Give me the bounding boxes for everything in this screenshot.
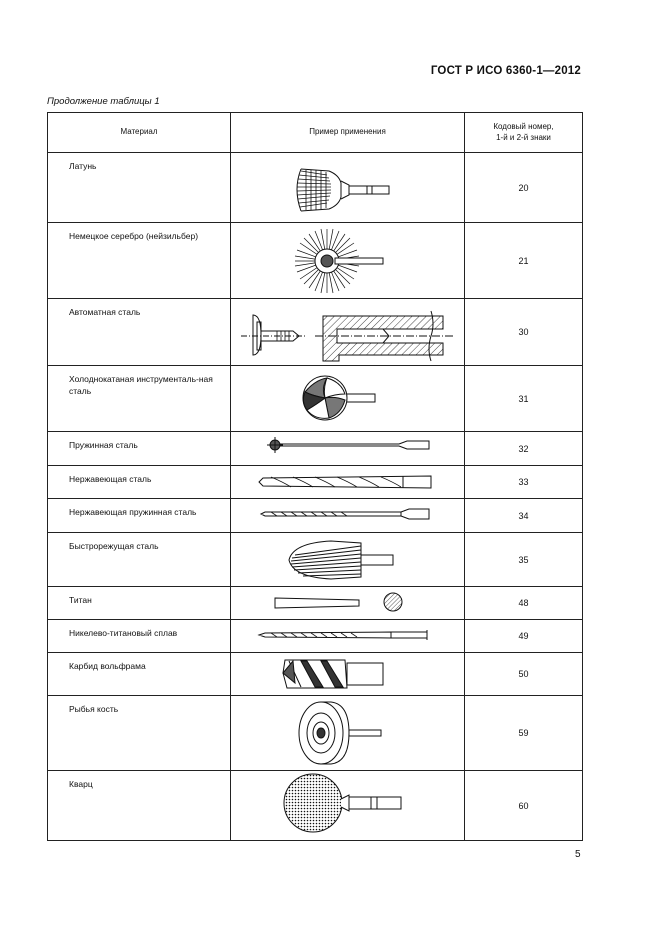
example-cell [231,299,465,366]
material-cell: Рыбья кость [48,696,231,771]
code-cell: 33 [465,466,583,499]
thin-drill-drawing [231,499,465,533]
material-cell: Автоматная сталь [48,299,231,366]
material-cell: Титан [48,587,231,620]
example-cell [231,771,465,841]
rose-bur-drawing [231,366,465,432]
material-cell: Быстрорежущая сталь [48,533,231,587]
example-cell [231,653,465,696]
table-row [48,432,583,466]
wheel-brush-drawing [231,223,465,299]
example-cell [231,223,465,299]
table-row [48,771,583,841]
materials-table [47,112,583,841]
example-cell [231,366,465,432]
screw-and-part-drawing [231,299,465,366]
code-cell: 60 [465,771,583,841]
example-cell [231,153,465,223]
header-code-line1: Кодовый номер, [493,121,554,131]
table-row [48,499,583,533]
material-cell: Карбид вольфрама [48,653,231,696]
material-cell: Нержавеющая сталь [48,466,231,499]
carbide-bur-drawing [231,653,465,696]
stainless-drill-drawing [231,466,465,499]
example-cell [231,620,465,653]
table-row [48,696,583,771]
material-cell: Кварц [48,771,231,841]
titanium-wire-drawing [231,587,465,620]
code-cell: 49 [465,620,583,653]
code-cell: 59 [465,696,583,771]
table-row [48,653,583,696]
example-cell [231,533,465,587]
table-row [48,366,583,432]
table-row [48,620,583,653]
material-cell: Нержавеющая пружинная сталь [48,499,231,533]
table-row [48,223,583,299]
material-cell: Никелево-титановый сплав [48,620,231,653]
table-row [48,299,583,366]
header-code-line2: 1-й и 2-й знаки [496,132,551,142]
niti-file-drawing [231,620,465,653]
code-cell: 20 [465,153,583,223]
hss-bur-drawing [231,533,465,587]
abrasive-ball-drawing [231,771,465,841]
code-cell: 48 [465,587,583,620]
standard-designation: ГОСТ Р ИСО 6360-1—2012 [430,65,581,77]
polishing-wheel-drawing [231,696,465,771]
code-cell: 34 [465,499,583,533]
code-cell: 50 [465,653,583,696]
code-cell: 30 [465,299,583,366]
code-cell: 21 [465,223,583,299]
material-cell: Немецкое серебро (нейзильбер) [48,223,231,299]
example-cell [231,587,465,620]
example-cell [231,432,465,466]
example-cell [231,466,465,499]
spring-steel-bur-drawing [231,432,465,466]
header-code [465,113,583,153]
material-cell: Латунь [48,153,231,223]
code-cell: 32 [465,432,583,466]
material-cell: Пружинная сталь [48,432,231,466]
table-row [48,533,583,587]
table-row [48,466,583,499]
table-header-row [48,113,583,153]
header-material: Материал [48,113,231,153]
header-example: Пример применения [231,113,465,153]
table-row [48,587,583,620]
code-cell: 35 [465,533,583,587]
code-cell: 31 [465,366,583,432]
page-number: 5 [575,849,581,860]
table-row [48,153,583,223]
example-cell [231,696,465,771]
cup-brush-drawing [231,153,465,223]
material-cell: Холоднокатаная инструменталь-ная сталь [48,366,231,432]
table-caption: Продолжение таблицы 1 [47,96,160,107]
example-cell [231,499,465,533]
